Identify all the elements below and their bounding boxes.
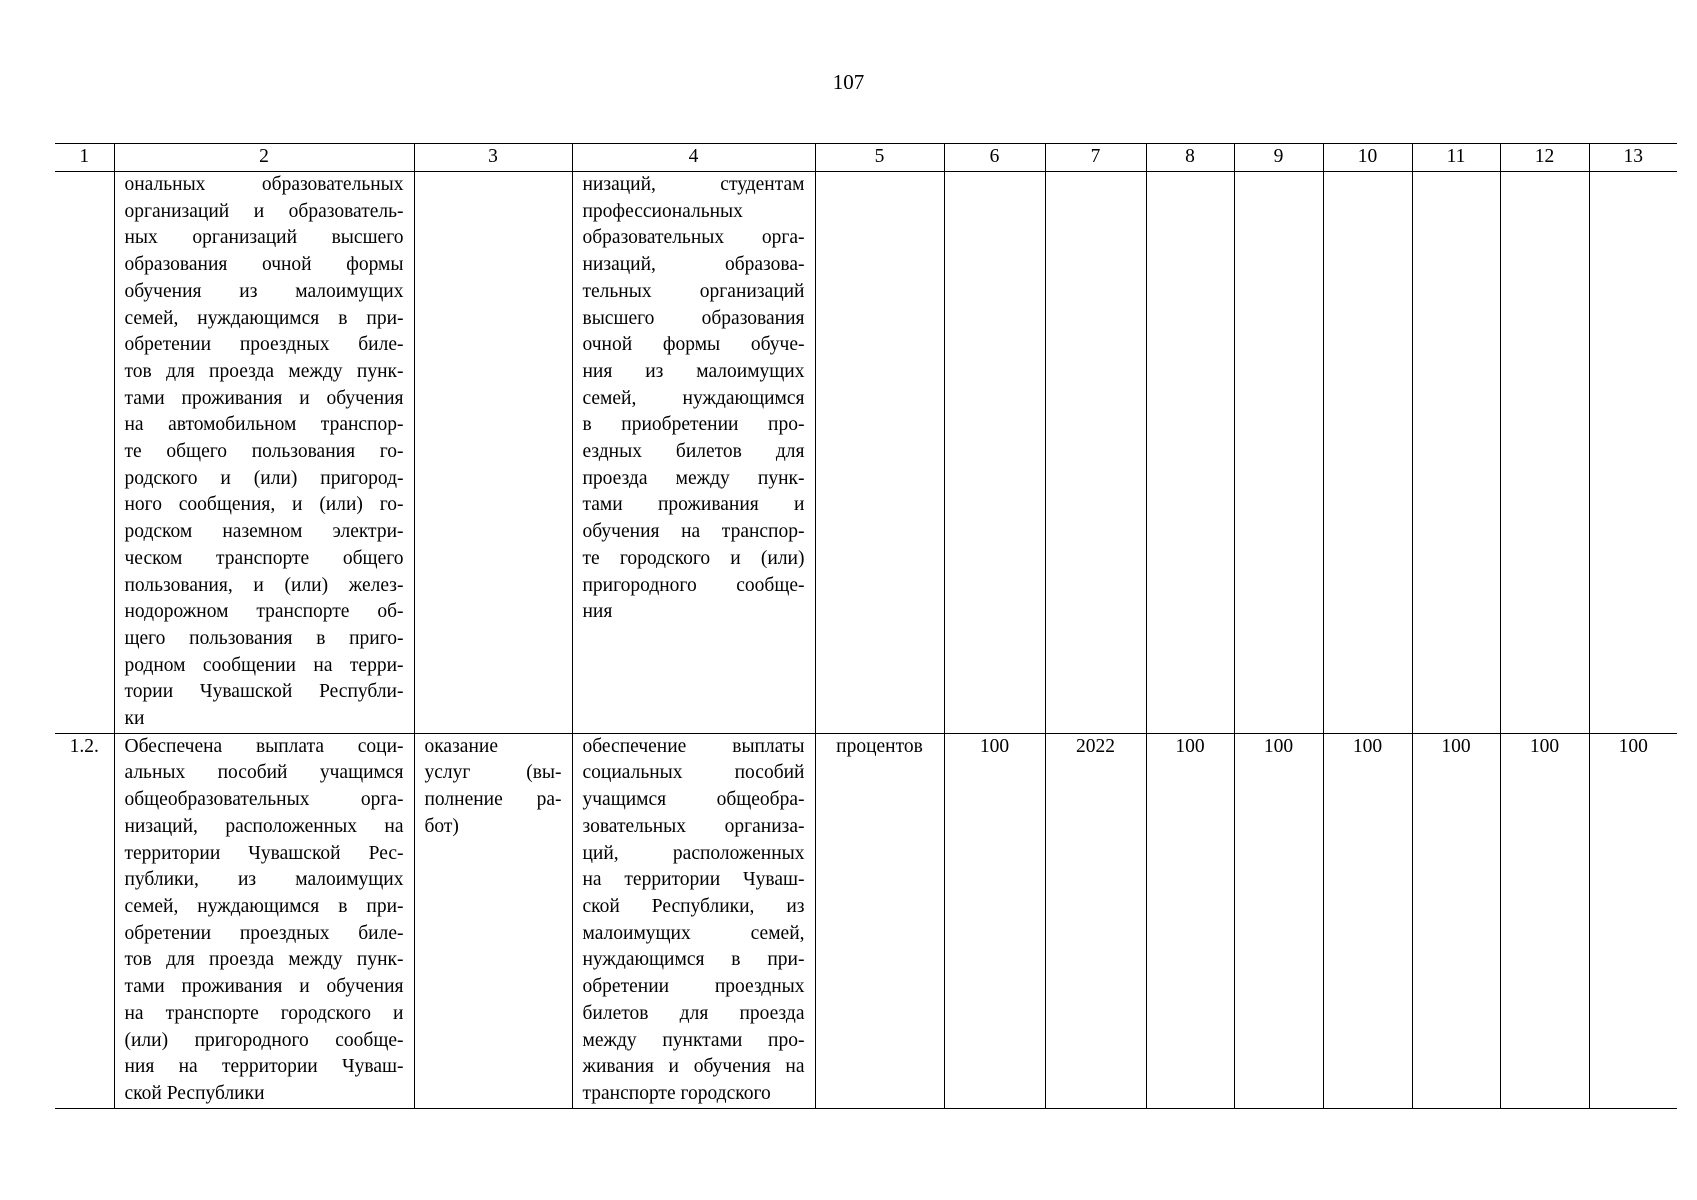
- text-line: общеобразовательных орга-: [124, 789, 404, 811]
- column-header: 11: [1412, 144, 1500, 172]
- column-header: 4: [572, 144, 815, 172]
- text-line: в приобретении про-: [582, 414, 805, 436]
- value-cell: 100: [1500, 733, 1589, 1108]
- result-description-cell: [114, 733, 414, 1108]
- column-header: 9: [1234, 144, 1323, 172]
- text-line: малоимущих семей,: [582, 922, 805, 944]
- table-header-row: [55, 144, 1677, 172]
- text-line: тов для проезда между пунк-: [124, 360, 404, 382]
- table-row: [55, 733, 1677, 1108]
- text-line: ных организаций высшего: [124, 227, 404, 249]
- text-line: бот): [424, 815, 459, 837]
- indicators-table: [55, 143, 1677, 1109]
- text-line: низаций, расположенных на: [124, 815, 404, 837]
- text-line: территории Чувашской Рес-: [124, 842, 404, 864]
- text-line: профессиональных: [582, 200, 743, 222]
- column-header: 5: [815, 144, 944, 172]
- text-line: очной формы обуче-: [582, 334, 805, 356]
- text-line: ния: [582, 601, 613, 623]
- value-cell: 100: [1146, 733, 1234, 1108]
- text-line: обучения из малоимущих: [124, 280, 404, 302]
- text-line: обретении проездных биле-: [124, 334, 404, 356]
- text-line: тории Чувашской Республи-: [124, 681, 404, 703]
- text-line: родном сообщении на терри-: [124, 654, 404, 676]
- value-cell: [1234, 172, 1323, 734]
- text-line: услуг (вы-: [424, 762, 562, 784]
- unit-cell: процентов: [815, 733, 944, 1108]
- text-line: родском наземном электри-: [124, 521, 404, 543]
- text-line: ездных билетов для: [582, 441, 805, 463]
- text-line: ской Республики: [124, 1082, 265, 1104]
- value-cell: 100: [1412, 733, 1500, 1108]
- text-line: высшего образования: [582, 307, 805, 329]
- year-cell: 2022: [1045, 733, 1146, 1108]
- column-header: 2: [114, 144, 414, 172]
- text-line: тов для проезда между пунк-: [124, 949, 404, 971]
- text-line: семей, нуждающимся в при-: [124, 307, 404, 329]
- text-line: (или) пригородного сообще-: [124, 1029, 404, 1051]
- year-cell: [1045, 172, 1146, 734]
- value-cell: 100: [1234, 733, 1323, 1108]
- text-line: полнение ра-: [424, 789, 562, 811]
- text-line: тами проживания и: [582, 494, 805, 516]
- value-cell: [944, 172, 1045, 734]
- text-line: транспорте городского: [582, 1082, 771, 1104]
- column-header: 6: [944, 144, 1045, 172]
- text-line: обретении проездных биле-: [124, 922, 404, 944]
- text-line: публики, из малоимущих: [124, 869, 404, 891]
- text-line: обретении проездных: [582, 976, 805, 998]
- value-cell: 100: [944, 733, 1045, 1108]
- text-line: щего пользования в приго-: [124, 627, 404, 649]
- text-line: обеспечение выплаты: [582, 735, 805, 757]
- service-type-cell: [414, 172, 572, 734]
- text-line: ций, расположенных: [582, 842, 805, 864]
- text-line: нуждающимся в при-: [582, 949, 805, 971]
- text-line: живания и обучения на: [582, 1056, 805, 1078]
- text-line: Обеспечена выплата соци-: [124, 735, 404, 757]
- text-line: проезда между пунк-: [582, 467, 805, 489]
- text-line: ской Республики, из: [582, 895, 805, 917]
- column-header: 1: [55, 144, 114, 172]
- value-cell: 100: [1323, 733, 1412, 1108]
- text-line: оказание: [424, 735, 498, 757]
- column-header: 13: [1589, 144, 1677, 172]
- column-header: 8: [1146, 144, 1234, 172]
- column-header: 12: [1500, 144, 1589, 172]
- text-line: тельных организаций: [582, 280, 805, 302]
- text-line: ональных образовательных: [124, 174, 404, 195]
- text-line: социальных пособий: [582, 762, 805, 784]
- text-line: образования очной формы: [124, 254, 404, 276]
- value-cell: [1146, 172, 1234, 734]
- text-line: между пунктами про-: [582, 1029, 805, 1051]
- text-line: пригородного сообще-: [582, 574, 805, 596]
- column-header: 7: [1045, 144, 1146, 172]
- text-line: учащимся общеобра-: [582, 789, 805, 811]
- text-line: пользования, и (или) желез-: [124, 574, 404, 596]
- text-line: на автомобильном транспор-: [124, 414, 404, 436]
- text-line: ного сообщения, и (или) го-: [124, 494, 404, 516]
- text-line: те городского и (или): [582, 547, 805, 569]
- text-line: семей, нуждающимся в при-: [124, 895, 404, 917]
- value-cell: [1412, 172, 1500, 734]
- column-header: 3: [414, 144, 572, 172]
- row-number-cell: 1.2.: [55, 733, 114, 1108]
- table-row: [55, 172, 1677, 734]
- text-line: на транспорте городского и: [124, 1002, 404, 1024]
- text-line: низаций, студентам: [582, 174, 805, 195]
- text-line: ния из малоимущих: [582, 360, 805, 382]
- text-line: те общего пользования го-: [124, 441, 404, 463]
- text-line: зовательных организа-: [582, 815, 805, 837]
- text-line: низаций, образова-: [582, 254, 805, 276]
- text-line: семей, нуждающимся: [582, 387, 805, 409]
- value-cell: [1589, 172, 1677, 734]
- indicator-name-cell: [572, 733, 815, 1108]
- text-line: ния на территории Чуваш-: [124, 1056, 404, 1078]
- unit-cell: [815, 172, 944, 734]
- column-header: 10: [1323, 144, 1412, 172]
- text-line: ки: [124, 708, 145, 730]
- row-number-cell: [55, 172, 114, 734]
- text-line: образовательных орга-: [582, 227, 805, 249]
- value-cell: [1500, 172, 1589, 734]
- text-line: на территории Чуваш-: [582, 869, 805, 891]
- text-line: родского и (или) пригород-: [124, 467, 404, 489]
- value-cell: 100: [1589, 733, 1677, 1108]
- text-line: организаций и образователь-: [124, 200, 404, 222]
- page-number: 107: [832, 70, 865, 94]
- text-line: обучения на транспор-: [582, 521, 805, 543]
- text-line: альных пособий учащимся: [124, 762, 404, 784]
- indicator-name-cell: [572, 172, 815, 734]
- service-type-cell: [414, 733, 572, 1108]
- result-description-cell: [114, 172, 414, 734]
- text-line: билетов для проезда: [582, 1002, 805, 1024]
- text-line: нодорожном транспорте об-: [124, 601, 404, 623]
- text-line: тами проживания и обучения: [124, 976, 404, 998]
- value-cell: [1323, 172, 1412, 734]
- text-line: тами проживания и обучения: [124, 387, 404, 409]
- text-line: ческом транспорте общего: [124, 547, 404, 569]
